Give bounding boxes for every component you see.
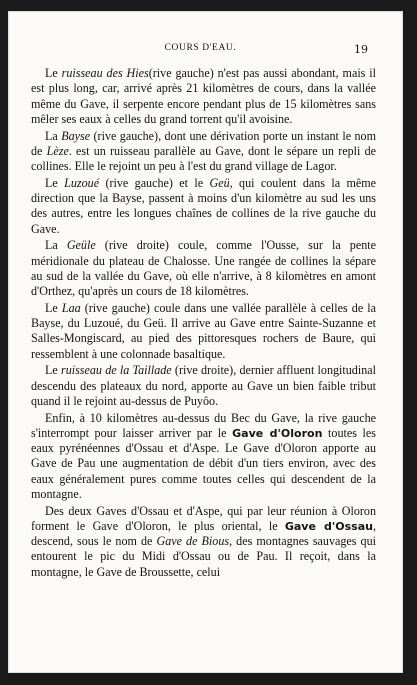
paragraph: [31, 176, 376, 237]
text-run: Le: [45, 66, 62, 80]
running-title: COURS D'EAU.: [164, 43, 237, 53]
text-run: (rive gauche) et le: [99, 175, 210, 190]
text-run: Le: [45, 300, 62, 315]
italic-text: ruisseau des Hies: [61, 66, 149, 80]
italic-text: ruisseau de la Taillade: [60, 363, 172, 378]
text-run: (rive droite), dernier affluent longitudinal descendu des plateaux du nord, apporte au Gave un bien faible tribut quand il le rejoint au-dessus de Puyôo.: [31, 363, 376, 408]
paragraph: [31, 363, 376, 409]
text-run: , descend, sous le nom de: [31, 518, 376, 548]
italic-text: Lèze: [46, 143, 69, 158]
text-run: , des montagnes sauvages qui entourent le pic du Midi d'Ossau ou de Pau. Il reçoit, dans la montagne, le Gave de Broussette, celui: [31, 534, 377, 579]
italic-text: Gave de Bious: [156, 534, 230, 548]
text-run: toutes les eaux pyrénéennes d'Ossau et d'Aspe. Le Gave d'Oloron apporte au Gave de Pau une augmentation de débit d'un tiers environ, avec des eaux généralement pures comme toutes celles qui descendent de la montagne.: [31, 425, 376, 501]
page-header: [33, 43, 368, 55]
paragraph: [31, 66, 376, 127]
paragraph: [31, 301, 376, 362]
text-run: Le: [45, 175, 65, 190]
text-run: Des deux Gaves d'Ossau et d'Aspe, qui par leur réunion à Oloron forment le Gave d'Oloron, le plus oriental, le: [31, 503, 376, 533]
text-run: (rive gauche) n'est pas aussi abondant, mais il est plus long, car, arrivé après 21 kilomètres de cours, dans la vallée même du Gave, il serpente encore pendant plus de 15 kilomètres sans mêler ses eaux à celles du grand torrent qu'il avoisine.: [31, 66, 376, 126]
book-page: [9, 12, 402, 672]
text-run: Enfin, à 10 kilomètres au-dessus du Bec du Gave, la rive gauche s'interrompt pour laisser arriver par le: [31, 410, 376, 440]
page-number: 19: [354, 43, 368, 56]
text-run: La: [45, 128, 62, 143]
text-run: Le: [45, 363, 61, 378]
paragraph: [31, 411, 376, 503]
text-run: (rive droite) coule, comme l'Ousse, sur la pente méridionale du plateau de Chalosse. Une rangée de collines la sépare au sud de la vallée du Gave, où elle n'arrive, à 8 kilomètres en amont d'Orthez, qu'après un cours de 18 kilomètres.: [31, 238, 376, 298]
italic-text: Geüle: [66, 238, 96, 253]
text-run: (rive gauche) coule dans une vallée parallèle à celles de la Bayse, du Luzoué, du Geü. Il arrive au Gave entre Sainte-Suzanne et Salles-Mongiscard, au pied des pittoresques rochers de Baure, qui ressemblent à une colonnade basaltique.: [31, 300, 377, 361]
bold-text: Gave d'Ossau: [284, 519, 373, 533]
italic-text: Laa: [61, 300, 81, 315]
paragraph: [31, 504, 376, 580]
bold-text: Gave d'Oloron: [232, 426, 323, 440]
text-run: La: [45, 238, 67, 253]
text-run: . est un ruisseau parallèle au Gave, dont le sépare un repli de collines. Elle le rejoint un peu à l'est du grand village de Lagor.: [31, 143, 376, 173]
italic-text: Geü: [209, 175, 230, 190]
text-run: , qui coulent dans la même direction que la Bayse, passent à moins d'un kilomètre au sud les uns des autres, entre les longues chaînes de collines de la rive gauche du Gave.: [31, 175, 376, 236]
paragraph: [31, 238, 376, 299]
text-run: (rive gauche), dont une dérivation porte un instant le nom de: [31, 128, 376, 158]
italic-text: Luzoué: [64, 175, 100, 190]
body-text: [31, 66, 376, 581]
italic-text: Bayse: [61, 128, 91, 143]
paragraph: [31, 129, 376, 175]
